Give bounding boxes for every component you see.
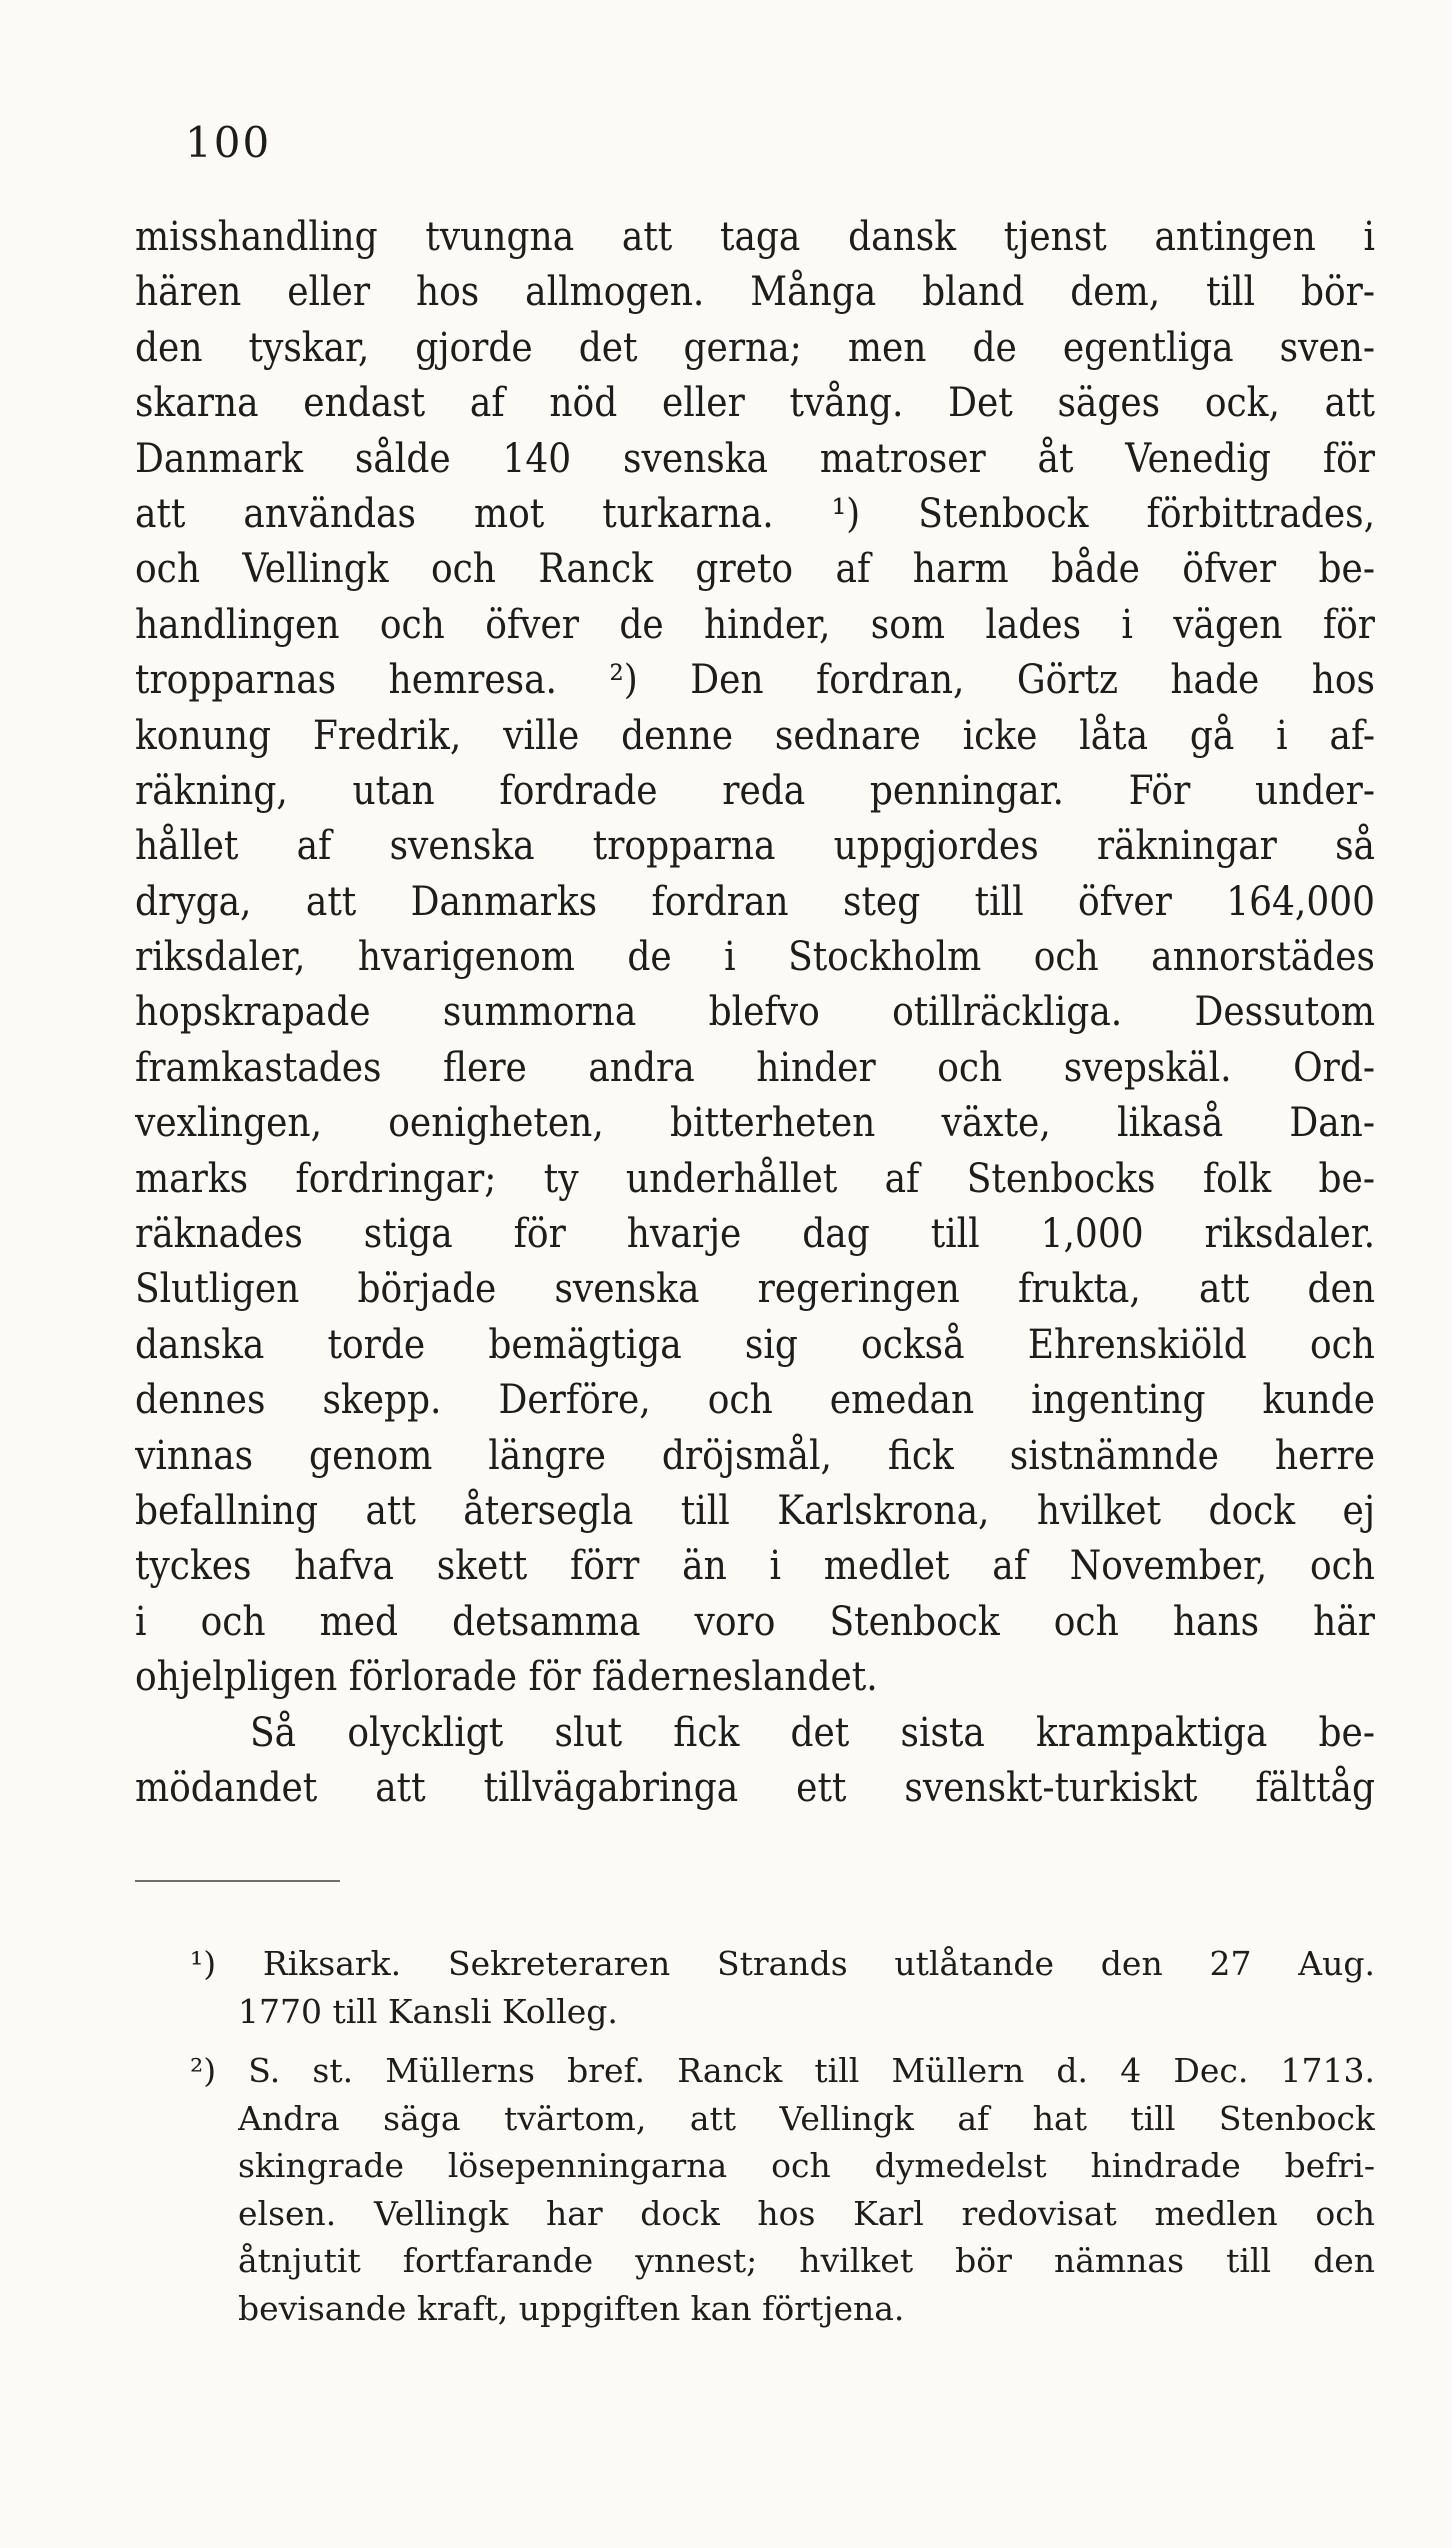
text-line: ohjelpligen förlorade för fäderneslandet. <box>135 1654 878 1701</box>
text-line: Så olyckligt slut fick det sista krampaktiga be- <box>250 1709 1375 1756</box>
text-line: handlingen och öfver de hinder, som lades i vägen för <box>135 601 1375 648</box>
text-line: dryga, att Danmarks fordran steg till öfver 164,000 <box>135 878 1375 925</box>
text-line: konung Fredrik, ville denne sednare icke låta gå i af- <box>135 712 1375 759</box>
text-line: tyckes hafva skett förr än i medlet af November, och <box>135 1543 1375 1590</box>
footnote-line: skingrade lösepenningarna och dymedelst hindrade befri- <box>238 2146 1375 2185</box>
text-line: vexlingen, oenigheten, bitterheten växte, likaså Dan- <box>135 1100 1375 1147</box>
text-line: marks fordringar; ty underhållet af Stenbocks folk be- <box>135 1155 1375 1202</box>
footnote-line: elsen. Vellingk har dock hos Karl redovisat medlen och <box>238 2193 1375 2233</box>
text-line: befallning att återsegla till Karlskrona, hvilket dock ej <box>135 1487 1375 1534</box>
text-line: Danmark sålde 140 svenska matroser åt Venedig för <box>135 435 1375 482</box>
text-line: räknades stiga för hvarje dag till 1,000 riksdaler. <box>135 1211 1375 1258</box>
footnote-line: åtnjutit fortfarande ynnest; hvilket bör nämnas till den <box>238 2241 1375 2280</box>
page-number: 100 <box>185 118 272 167</box>
text-line: skarna endast af nöd eller tvång. Det säges ock, att <box>135 380 1375 427</box>
footnote-line: ²) S. st. Müllerns bref. Ranck till Müllern d. 4 Dec. 1713. <box>190 2051 1375 2090</box>
footnote-line: ¹) Riksark. Sekreteraren Strands utlåtande den 27 Aug. <box>190 1944 1375 1983</box>
footnotes <box>190 1940 1375 2344</box>
text-line: räkning, utan fordrade reda penningar. För under- <box>135 767 1375 814</box>
text-line: Slutligen började svenska regeringen frukta, att den <box>135 1266 1375 1313</box>
text-line: vinnas genom längre dröjsmål, fick sistnämnde herre <box>135 1432 1375 1479</box>
footnote-line: 1770 till Kansli Kolleg. <box>238 1991 618 2031</box>
text-line: danska torde bemägtiga sig också Ehrenskiöld och <box>135 1321 1375 1368</box>
footnote-2 <box>190 2047 1375 2332</box>
text-line: i och med detsamma voro Stenbock och hans här <box>135 1598 1375 1645</box>
text-line: den tyskar, gjorde det gerna; men de egentliga sven- <box>135 324 1375 371</box>
footnote-line: bevisande kraft, uppgiften kan förtjena. <box>238 2288 905 2328</box>
text-line: mödandet att tillvägabringa ett svenskt-turkiskt fälttåg <box>135 1764 1375 1811</box>
text-line: misshandling tvungna att taga dansk tjenst antingen i <box>135 214 1375 260</box>
text-line: att användas mot turkarna. ¹) Stenbock förbittrades, <box>135 490 1375 537</box>
text-line: dennes skepp. Derföre, och emedan ingenting kunde <box>135 1377 1375 1424</box>
footnote-1 <box>190 1940 1375 2035</box>
text-line: hopskrapade summorna blefvo otillräckliga. Dessutom <box>135 989 1375 1036</box>
text-line: riksdaler, hvarigenom de i Stockholm och annorstädes <box>135 934 1375 981</box>
footnote-line: Andra säga tvärtom, att Vellingk af hat till Stenbock <box>238 2098 1375 2138</box>
text-line: framkastades flere andra hinder och svepskäl. Ord- <box>135 1044 1375 1091</box>
text-line: hären eller hos allmogen. Många bland dem, till bör- <box>135 269 1375 316</box>
main-text <box>135 210 1375 1816</box>
text-line: hållet af svenska tropparna uppgjordes räkningar så <box>135 823 1375 870</box>
text-line: och Vellingk och Ranck greto af harm både öfver be- <box>135 546 1375 593</box>
text-line: tropparnas hemresa. ²) Den fordran, Görtz hade hos <box>135 657 1375 704</box>
footnote-divider <box>135 1880 340 1882</box>
